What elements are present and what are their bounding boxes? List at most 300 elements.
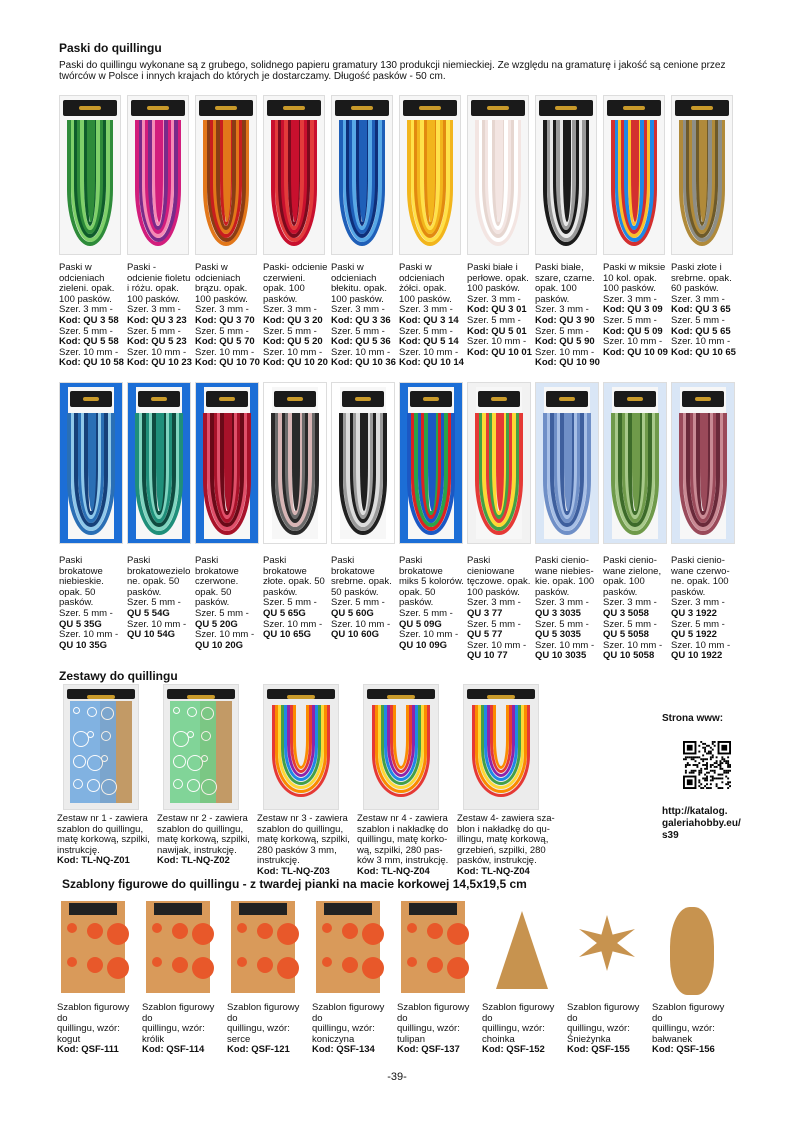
qr-module — [719, 777, 721, 779]
template-photo — [397, 895, 469, 999]
qr-module — [687, 756, 689, 758]
caption-line: Szer. 3 mm - — [195, 304, 249, 316]
caption-line: 100 pasków. — [127, 293, 180, 305]
qr-module — [712, 770, 714, 772]
kit-contents — [70, 701, 132, 803]
product-code: Kod: QU 10 23 — [127, 357, 192, 369]
qr-module — [710, 764, 712, 766]
package-header — [267, 689, 335, 699]
caption-line: grzebień, szpilki, 280 — [457, 844, 546, 856]
foam-shape — [107, 923, 129, 945]
template-card[interactable] — [482, 895, 567, 1056]
caption-line: Szer. 3 mm - — [263, 304, 317, 316]
product-code: QU 5 1922 — [671, 629, 717, 641]
product-code: Kod: QU 3 70 — [195, 314, 255, 326]
qr-module — [696, 766, 698, 768]
caption-line: kie. opak. 100 — [535, 576, 595, 588]
caption-line: Paski cienio- — [671, 555, 725, 566]
product-code: Kod: QU 3 14 — [399, 314, 459, 326]
qr-module — [712, 754, 714, 756]
product-code: Kod: QU 5 14 — [399, 336, 459, 348]
qr-module — [721, 777, 723, 779]
caption-line: wane czerwo- — [671, 565, 730, 577]
qr-module — [710, 751, 712, 753]
caption-line: królik — [142, 1033, 165, 1045]
product-code: Kod: QU 5 09 — [603, 325, 663, 337]
qr-module — [698, 774, 700, 776]
package-header — [614, 391, 656, 407]
qr-code — [683, 741, 731, 789]
product-code: Kod: QU 3 09 — [603, 304, 663, 316]
template-card[interactable] — [567, 895, 652, 1056]
strip-loop — [291, 120, 299, 222]
qr-module — [693, 764, 695, 766]
product-card[interactable] — [535, 382, 603, 662]
product-code: Kod: QU 10 58 — [59, 357, 124, 369]
qr-module — [693, 758, 695, 760]
caption-line: Szer. 3 mm - — [535, 304, 589, 316]
caption-line: Zestaw nr 2 - zawiera — [157, 813, 248, 824]
product-caption — [127, 556, 195, 641]
product-code: Kod: TL-NQ-Z02 — [157, 855, 230, 867]
qr-module — [700, 758, 702, 760]
product-code: Kod: QU 3 90 — [535, 314, 595, 326]
caption-line: pasków. — [535, 586, 570, 598]
template-photo — [57, 895, 129, 999]
caption-line: Paski — [263, 555, 287, 566]
caption-line: Szer. 5 mm - — [263, 597, 317, 609]
product-card[interactable] — [331, 95, 399, 369]
package-header — [154, 903, 202, 915]
product-caption — [331, 556, 399, 641]
kit-card[interactable] — [257, 684, 357, 878]
www-link[interactable] — [662, 806, 741, 842]
caption-line: nawijak, instrukcję. — [157, 844, 237, 856]
template-photo — [312, 895, 384, 999]
product-photo — [59, 95, 121, 255]
product-code: QU 10 20G — [195, 639, 244, 651]
qr-module — [706, 783, 708, 785]
caption-line: Paski — [59, 555, 83, 566]
product-card[interactable] — [535, 95, 603, 369]
caption-line: czerwieni. — [263, 272, 306, 284]
caption-line: złote. opak. 50 — [263, 576, 325, 588]
strip-loop — [700, 413, 708, 511]
kit-card[interactable] — [57, 684, 157, 878]
qr-module — [691, 772, 693, 774]
caption-line: koniczyna — [312, 1033, 355, 1045]
foam-shape — [427, 957, 443, 973]
caption-line: illingu, matę korkową, — [457, 834, 549, 846]
caption-line: Paski- odcienie — [263, 262, 328, 273]
qr-module — [714, 762, 716, 764]
caption-line: Zestaw 4- zawiera sza- — [457, 813, 555, 824]
caption-line: brązu. opak. — [195, 283, 248, 295]
product-code: QU 10 60G — [331, 629, 380, 641]
caption-line: szablon do quillingu, — [257, 823, 344, 835]
package-header — [199, 100, 253, 116]
product-code: Kod: QU 3 01 — [467, 304, 527, 316]
caption-line: Zestaw nr 1 - zawiera — [57, 813, 148, 824]
caption-line: Szer. 5 mm - — [467, 618, 521, 630]
page-number: -39- — [387, 1071, 407, 1083]
caption-line: pasków. — [127, 586, 162, 598]
strip-loop — [223, 120, 231, 222]
product-card[interactable] — [671, 382, 739, 662]
strip-loop — [293, 705, 309, 769]
qr-module — [698, 781, 700, 783]
kit-card[interactable] — [157, 684, 257, 878]
qr-module — [693, 772, 695, 774]
qr-module — [721, 768, 723, 770]
qr-module — [721, 781, 723, 783]
qr-module — [704, 768, 706, 770]
caption-line: Szer. 3 mm - — [671, 597, 725, 609]
strip-loop — [292, 413, 300, 511]
qr-module — [706, 766, 708, 768]
strip-loop — [493, 705, 509, 769]
qr-module — [704, 743, 706, 745]
qr-module — [702, 764, 704, 766]
template-hole — [173, 779, 183, 789]
qr-module — [721, 745, 727, 751]
foam-shape — [67, 923, 77, 933]
qr-module — [685, 764, 687, 766]
caption-line: Paski — [467, 555, 491, 566]
qr-module — [721, 758, 723, 760]
template-hole — [201, 779, 217, 795]
caption-line: Szer. 10 mm - — [331, 618, 391, 630]
kit-photo — [363, 684, 439, 810]
caption-line: szablon i nakładkę do — [357, 823, 449, 835]
product-code: QU 10 5058 — [603, 650, 655, 662]
product-code: Kod: QSF-137 — [397, 1044, 460, 1056]
product-code: Kod: QSF-111 — [57, 1044, 119, 1056]
caption-line: odcieniach — [59, 272, 105, 284]
caption-line: 100 pasków. — [195, 293, 248, 305]
product-card[interactable] — [263, 382, 331, 662]
caption-line: Paski białe i — [467, 262, 518, 273]
qr-module — [710, 787, 712, 789]
caption-line: Szer. 5 mm - — [195, 325, 249, 337]
product-card[interactable] — [603, 382, 671, 662]
caption-line: odcieniach — [331, 272, 377, 284]
product-code: Kod: QU 10 01 — [467, 346, 532, 358]
qr-module — [693, 756, 695, 758]
kit-photo — [63, 684, 139, 810]
qr-module — [719, 764, 721, 766]
qr-module — [719, 760, 721, 762]
caption-line: Szer. 5 mm - — [195, 607, 249, 619]
product-card[interactable] — [671, 95, 739, 369]
product-card[interactable] — [399, 382, 467, 662]
qr-module — [727, 762, 729, 764]
package-header — [206, 391, 248, 407]
caption-line: Paski w — [195, 262, 228, 273]
product-caption — [127, 263, 195, 369]
qr-module — [706, 779, 708, 781]
product-caption — [467, 556, 535, 662]
qr-module — [704, 779, 706, 781]
qr-module — [700, 787, 702, 789]
product-card[interactable] — [59, 382, 127, 662]
product-card[interactable] — [127, 95, 195, 369]
caption-line: instrukcję. — [257, 855, 300, 867]
qr-module — [706, 745, 708, 747]
qr-module — [704, 758, 706, 760]
product-code: QU 10 77 — [467, 650, 508, 662]
qr-module — [708, 745, 710, 747]
caption-line: matę korkową, szpilki, — [257, 834, 350, 846]
qr-module — [689, 756, 691, 758]
qr-module — [727, 772, 729, 774]
product-caption — [467, 263, 535, 358]
product-code: Kod: QSF-134 — [312, 1044, 375, 1056]
foam-shape — [427, 923, 443, 939]
qr-module — [700, 783, 702, 785]
package-header — [131, 100, 185, 116]
strip-loop — [563, 120, 571, 222]
caption-line: Szer. 5 mm - — [671, 618, 725, 630]
caption-line: żółci. opak. — [399, 283, 447, 295]
product-code: QU 5 35G — [59, 618, 102, 630]
caption-line: Paski białe, — [535, 262, 584, 273]
foam-shape — [322, 957, 332, 967]
product-card[interactable] — [195, 382, 263, 662]
qr-module — [723, 758, 725, 760]
qr-module — [704, 774, 706, 776]
product-code: Kod: QU 5 23 — [127, 336, 187, 348]
caption-line: odcieniach — [195, 272, 241, 284]
www-link-line: s39 — [662, 830, 679, 841]
product-code: QU 5 5058 — [603, 629, 649, 641]
caption-line: matę korkową, szpilki, — [157, 834, 250, 846]
qr-module — [685, 770, 687, 772]
caption-line: szablon do quillingu, — [157, 823, 244, 835]
qr-module — [706, 768, 708, 770]
package-header — [410, 391, 452, 407]
qr-module — [729, 785, 731, 787]
product-code: QU 10 35G — [59, 639, 108, 651]
caption-line: 60 pasków. — [671, 283, 719, 295]
product-code: QU 3 5058 — [603, 607, 649, 619]
qr-module — [698, 772, 700, 774]
caption-line: ne. opak. 100 — [671, 576, 729, 588]
product-code: QU 3 3035 — [535, 607, 581, 619]
template-hole — [201, 707, 214, 720]
section-title-zestawy: Zestawy do quillingu — [59, 669, 178, 683]
caption-line: błekitu. opak. — [331, 283, 387, 295]
kit-photo — [463, 684, 539, 810]
caption-line: matę korkową, szpilki, — [57, 834, 150, 846]
product-caption — [331, 263, 399, 369]
template-hole — [101, 731, 111, 741]
intro-paragraph: Paski do quillingu wykonane są z grubego, solidnego papieru gramatury 130 produkcji niemieckiej. Ze względu na gramaturę i jakość są cenione przez twórców w Polsce i innych krajach do których je dostarczamy. Długość pasków - 50 cm. — [59, 60, 726, 82]
caption-line: pasków. — [263, 293, 298, 305]
qr-module — [727, 764, 729, 766]
template-hole — [87, 707, 97, 717]
package-header — [682, 391, 724, 407]
template-caption — [227, 1003, 312, 1056]
product-card[interactable] — [263, 95, 331, 369]
caption-line: pasków. — [603, 586, 638, 598]
caption-line: pasków. — [535, 293, 570, 305]
template-hole — [101, 779, 117, 795]
qr-module — [718, 777, 720, 779]
qr-module — [725, 776, 727, 778]
caption-line: Szer. 5 mm - — [127, 325, 181, 337]
qr-module — [718, 764, 720, 766]
template-card[interactable] — [397, 895, 482, 1056]
caption-line: wane zielone, — [603, 565, 662, 577]
caption-line: blon i nakładkę do qu- — [457, 823, 550, 835]
strip-loop — [87, 120, 95, 222]
caption-line: pasków. — [399, 597, 434, 609]
qr-module — [725, 762, 727, 764]
product-code: QU 10 09G — [399, 639, 448, 651]
cork-board — [316, 901, 380, 993]
kit-contents — [170, 701, 232, 803]
product-card[interactable] — [127, 382, 195, 662]
package-header — [167, 689, 235, 699]
foam-shape — [107, 957, 129, 979]
package-header — [67, 689, 135, 699]
product-row-glitter-strips — [59, 382, 739, 662]
caption-line: Szer. 5 mm - — [467, 314, 521, 326]
qr-module — [710, 758, 712, 760]
product-photo — [467, 382, 531, 544]
qr-module — [700, 770, 702, 772]
qr-module — [695, 764, 697, 766]
quilling-template — [170, 701, 216, 803]
template-card[interactable] — [57, 895, 142, 1056]
product-code: Kod: QU 10 36 — [331, 357, 396, 369]
qr-module — [702, 747, 704, 749]
caption-line: Szer. 3 mm - — [127, 304, 181, 316]
cork-board — [146, 901, 210, 993]
qr-module — [695, 770, 697, 772]
product-caption — [603, 263, 671, 358]
caption-line: Szablon figurowy do — [142, 1002, 215, 1024]
caption-line: brokatowe — [331, 565, 375, 577]
product-photo — [263, 382, 327, 544]
template-photo — [142, 895, 214, 999]
caption-line: tulipan — [397, 1033, 425, 1045]
kit-caption — [257, 814, 357, 878]
caption-line: quillingu, wzór: — [482, 1023, 545, 1035]
caption-line: wane niebies- — [535, 565, 594, 577]
caption-line: 100 pasków. — [399, 293, 452, 305]
qr-module — [716, 783, 718, 785]
caption-line: i różu. opak. — [127, 283, 179, 295]
caption-line: 100 pasków. — [467, 586, 520, 598]
package-header — [607, 100, 661, 116]
qr-module — [706, 777, 708, 779]
product-card[interactable] — [467, 95, 535, 369]
caption-line: Paski — [331, 555, 355, 566]
caption-line: Szer. 3 mm - — [331, 304, 385, 316]
product-card[interactable] — [59, 95, 127, 369]
strip-loop — [699, 120, 707, 222]
caption-line: Szablon figurowy do — [312, 1002, 385, 1024]
caption-line: kogut — [57, 1033, 81, 1045]
product-code: Kod: QU 3 58 — [59, 314, 119, 326]
product-photo — [603, 95, 665, 255]
template-card[interactable] — [142, 895, 227, 1056]
caption-line: Szer. 10 mm - — [263, 346, 323, 358]
qr-module — [725, 760, 727, 762]
product-card[interactable] — [399, 95, 467, 369]
product-code: QU 5 09G — [399, 618, 442, 630]
templates-row — [57, 895, 737, 1056]
qr-module — [698, 745, 700, 747]
caption-line: srebrne. opak. — [671, 272, 732, 284]
template-card[interactable] — [312, 895, 397, 1056]
product-code: QU 10 54G — [127, 629, 176, 641]
product-card[interactable] — [195, 95, 263, 369]
qr-module — [698, 756, 700, 758]
kit-photo — [263, 684, 339, 810]
qr-module — [702, 743, 704, 745]
qr-module — [706, 753, 708, 755]
caption-line: Szer. 5 mm - — [603, 314, 657, 326]
kit-caption — [57, 814, 157, 867]
strip-loop — [359, 120, 367, 222]
caption-line: Szer. 5 mm - — [535, 618, 589, 630]
product-card[interactable] — [331, 382, 399, 662]
foam-shape — [172, 923, 188, 939]
caption-line: Szer. 10 mm - — [263, 618, 323, 630]
template-hole — [173, 707, 180, 714]
product-code: Kod: QU 5 36 — [331, 336, 391, 348]
caption-line: Szer. 5 mm - — [603, 618, 657, 630]
kit-photo — [163, 684, 239, 810]
qr-module — [689, 764, 691, 766]
template-hole — [101, 707, 114, 720]
qr-module — [712, 777, 714, 779]
kit-card[interactable] — [457, 684, 557, 878]
caption-line: instrukcję. — [57, 844, 100, 856]
caption-line: opak. 100 — [535, 283, 577, 295]
foam-shape — [152, 923, 162, 933]
product-card[interactable] — [603, 95, 671, 369]
caption-line: Zestaw nr 4 - zawiera — [357, 813, 448, 824]
qr-module — [704, 751, 706, 753]
qr-module — [727, 783, 729, 785]
qr-module — [719, 762, 721, 764]
qr-module — [714, 772, 716, 774]
template-card[interactable] — [227, 895, 312, 1056]
caption-line: Paski w miksie — [603, 262, 666, 273]
template-hole — [187, 779, 200, 792]
caption-line: szablon do quillingu, — [57, 823, 144, 835]
template-photo — [652, 895, 724, 999]
qr-module — [704, 785, 706, 787]
template-card[interactable] — [652, 895, 737, 1056]
kit-card[interactable] — [357, 684, 457, 878]
product-card[interactable] — [467, 382, 535, 662]
product-caption — [399, 263, 467, 369]
qr-module — [691, 770, 693, 772]
qr-module — [695, 760, 697, 762]
qr-module — [698, 751, 700, 753]
caption-line: Szer. 10 mm - — [603, 336, 663, 348]
qr-module — [723, 770, 725, 772]
product-photo — [399, 382, 463, 544]
qr-module — [710, 779, 712, 781]
caption-line: Paski — [399, 555, 423, 566]
product-caption — [59, 556, 127, 651]
